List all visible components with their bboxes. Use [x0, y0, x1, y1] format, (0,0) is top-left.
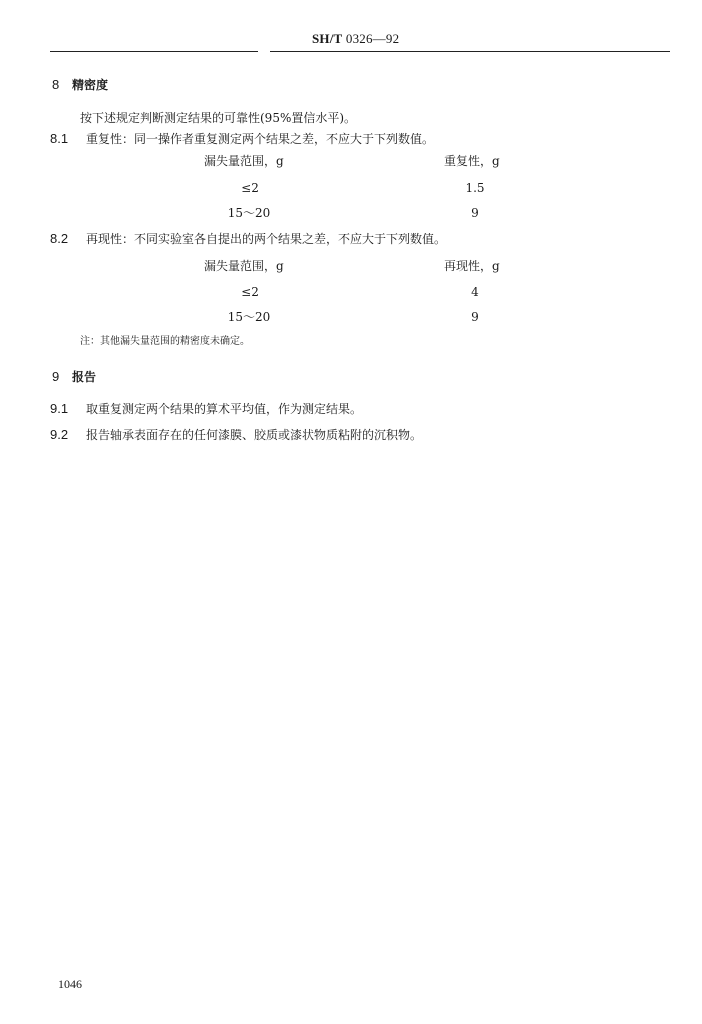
repeatability-row-2-value: 9 [471, 206, 479, 220]
precision-note: 注：其他漏失量范围的精密度未确定。 [80, 336, 250, 347]
standard-number: 0326—92 [342, 31, 400, 46]
section-8-number: 8 [52, 77, 60, 92]
reproducibility-col1-header: 漏失量范围，g [204, 259, 284, 273]
section-9-2-number: 9.2 [50, 427, 69, 442]
reproducibility-row-1-range: ≤2 [241, 285, 259, 299]
header-rule-left [50, 51, 258, 52]
standard-prefix: SH/T [312, 31, 343, 46]
repeatability-col1-header: 漏失量范围，g [204, 154, 284, 168]
section-9-1-text: 取重复测定两个结果的算术平均值，作为测定结果。 [86, 402, 363, 416]
section-9-2-text: 报告轴承表面存在的任何漆膜、胶质或漆状物质粘附的沉积物。 [86, 428, 423, 442]
page-number: 1046 [58, 977, 82, 991]
section-9-title: 报告 [72, 370, 97, 384]
section-8-2-text: 再现性：不同实验室各自提出的两个结果之差，不应大于下列数值。 [86, 232, 447, 246]
section-8-2-number: 8.2 [50, 231, 69, 246]
section-9-number: 9 [52, 369, 60, 384]
repeatability-col2-header: 重复性，g [444, 154, 500, 168]
section-8-intro: 按下述规定判断测定结果的可靠性(95%置信水平)。 [80, 111, 357, 125]
header-rule-right [270, 51, 670, 52]
reproducibility-row-1-value: 4 [471, 285, 479, 299]
reproducibility-row-2-value: 9 [471, 310, 479, 324]
repeatability-row-2-range: 15～20 [227, 206, 271, 220]
document-code [312, 31, 399, 47]
repeatability-row-1-value: 1.5 [465, 181, 485, 195]
reproducibility-col2-header: 再现性，g [444, 259, 500, 273]
section-8-1-text: 重复性：同一操作者重复测定两个结果之差，不应大于下列数值。 [86, 132, 435, 146]
section-8-title: 精密度 [72, 78, 109, 92]
section-9-1-number: 9.1 [50, 401, 69, 416]
reproducibility-row-2-range: 15～20 [227, 310, 271, 324]
repeatability-row-1-range: ≤2 [241, 181, 259, 195]
section-8-1-number: 8.1 [50, 131, 69, 146]
